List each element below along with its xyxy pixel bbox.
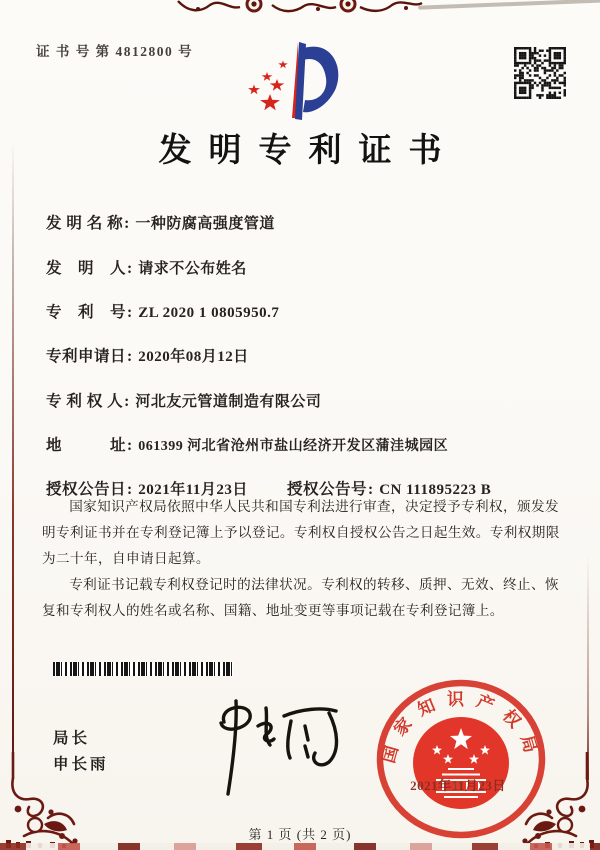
right-border-line xyxy=(587,555,589,780)
corner-ornament-left xyxy=(4,752,104,848)
field-value: 2021年11月23日 xyxy=(138,482,248,498)
field-patentee: 专 利 权 人: 河北友元管道制造有限公司 xyxy=(46,393,322,410)
seal-agency-text: 国家知识产权局 xyxy=(378,690,544,766)
corner-ornament-right xyxy=(496,752,596,848)
field-filing-date: 专利申请日: 2020年08月12日 xyxy=(46,348,249,365)
field-address: 地 址: 061399 河北省沧州市盐山经济开发区蒲洼城园区 xyxy=(46,437,449,454)
photo-streak xyxy=(418,0,600,10)
seal-date: 2021年11月23日 xyxy=(410,778,506,793)
field-label: 专利申请日 xyxy=(46,348,127,365)
field-value: CN 111895223 B xyxy=(379,482,492,498)
field-value: 061399 河北省沧州市盐山经济开发区蒲洼城园区 xyxy=(138,439,449,454)
legal-paragraph: 专利证书记载专利权登记时的法律状况。专利权的转移、质押、无效、终止、恢复和专利权人的姓名或名称、国籍、地址变更等事项记载在专利登记簿上。 xyxy=(42,577,559,618)
field-value: 请求不公布姓名 xyxy=(138,261,247,277)
top-ornament xyxy=(176,0,424,15)
certificate-number: 证 书 号 第 4812800 号 xyxy=(36,44,194,59)
legal-paragraph: 国家知识产权局依照中华人民共和国专利法进行审查，决定授予专利权，颁发发明专利证书并在专利登记簿上予以登记。专利权自授权公告之日起生效。专利权期限为二十年，自申请日起算。 xyxy=(42,499,560,566)
field-label: 地 址 xyxy=(46,437,127,454)
field-grant-date: 授权公告日: 2021年11月23日 授权公告号: CN 111895223 B xyxy=(46,477,566,499)
qr-code xyxy=(514,47,566,99)
field-label: 授权公告日 xyxy=(46,481,127,498)
field-label: 专 利 号 xyxy=(46,304,127,321)
signer-name: 申长雨 xyxy=(53,756,109,773)
field-value: ZL 2020 1 0805950.7 xyxy=(138,305,280,321)
field-label: 发 明 名 称 xyxy=(46,215,124,232)
field-value: 2020年08月12日 xyxy=(138,349,249,365)
page-title: 发明专利证书 xyxy=(158,133,459,169)
field-invention-name: 发 明 名 称: 一种防腐高强度管道 xyxy=(46,215,275,232)
bottom-edge-strip xyxy=(0,843,600,850)
field-value: 一种防腐高强度管道 xyxy=(135,216,275,232)
field-patent-number: 专 利 号: ZL 2020 1 0805950.7 xyxy=(46,304,280,321)
page-footer: 第 1 页 (共 2 页) xyxy=(248,827,352,842)
field-label: 专 利 权 人 xyxy=(46,393,124,410)
field-inventor: 发 明 人: 请求不公布姓名 xyxy=(46,260,247,277)
signature xyxy=(208,698,353,802)
field-label: 发 明 人 xyxy=(46,260,127,277)
field-grant-number: 授权公告号: CN 111895223 B xyxy=(287,481,492,498)
field-label: 授权公告号 xyxy=(287,481,368,498)
barcode xyxy=(53,662,233,676)
signer-title: 局长 xyxy=(53,730,91,747)
body-text xyxy=(42,494,566,624)
left-border-line xyxy=(12,140,14,780)
field-value: 河北友元管道制造有限公司 xyxy=(135,394,322,410)
